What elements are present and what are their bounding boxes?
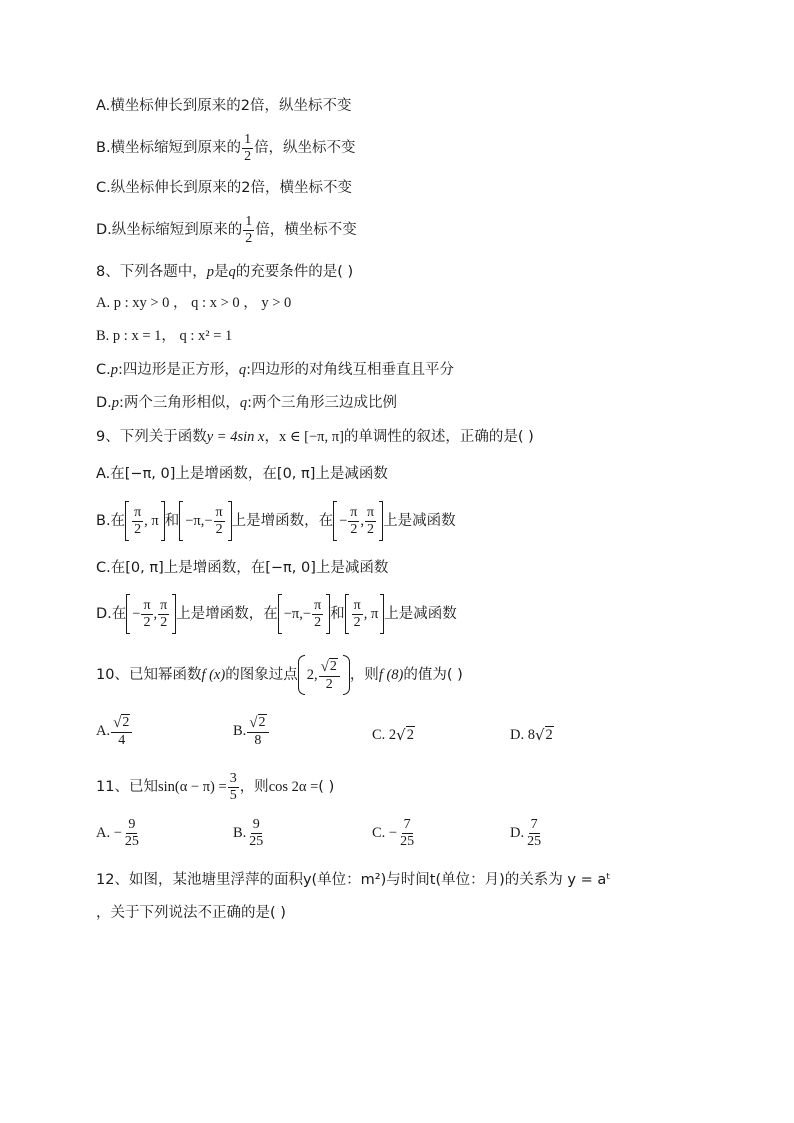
interval: $\frac{\pi}{2}$ , π <box>125 501 165 541</box>
q10-option-a: A. √ 2 4 <box>96 714 133 749</box>
q11-option-d: D. $\frac{7}{25}$ <box>510 817 542 849</box>
q9-option-b: B.在 $\frac{\pi}{2}$ , π 和 −π, − $\frac{\pi}{2}$ 上是增函数，在 − $\frac{\pi}{2}$ , $\frac{\pi}{2}$ 上是减函数 <box>96 500 456 542</box>
q8-option-a: A. p : xy > 0 ， q : x > 0 ， y > 0 <box>96 295 292 311</box>
point: 2, √ 2 2 <box>298 655 350 695</box>
q7-option-a: A.横坐标伸长到原来的2倍，纵坐标不变 <box>96 98 352 114</box>
q8-option-c: C. p :四边形是正方形， q :四边形的对角线互相垂直且平分 <box>96 362 455 378</box>
q8-option-b: B. p : x = 1， q : x² = 1 <box>96 328 233 344</box>
q9-option-c: C.在[0, π]上是增函数，在[−π, 0]上是减函数 <box>96 560 389 576</box>
interval: − $\frac{\pi}{2}$ , $\frac{\pi}{2}$ <box>333 501 383 541</box>
q10-stem: 10、已知幂函数 f (x) 的图象过点 2, √ 2 2 ，则 f (8) 的值为( ) <box>96 652 463 698</box>
q10-option-c: C. 2 √ 2 <box>372 726 414 744</box>
interval: − $\frac{\pi}{2}$ , $\frac{\pi}{2}$ <box>126 594 176 634</box>
q7-option-c: C.纵坐标伸长到原来的2倍，横坐标不变 <box>96 180 352 196</box>
q10-option-b: B. √ 2 8 <box>233 714 270 749</box>
q12-stem-line1: 12、如图，某池塘里浮萍的面积y(单位：m²)与时间t(单位：月)的关系为 y = aᵗ <box>96 872 611 888</box>
q8-stem: 8、下列各题中， p 是 q 的充要条件的是( ) <box>96 264 354 280</box>
fraction: $\frac{1}{2}$ <box>244 131 252 164</box>
fraction: $\frac{1}{2}$ <box>245 213 253 246</box>
q11-option-b: B. $\frac{9}{25}$ <box>233 817 264 849</box>
interval: −π, − $\frac{\pi}{2}$ <box>278 594 330 634</box>
q8-option-d: D. p :两个三角形相似， q :两个三角形三边成比例 <box>96 395 398 411</box>
q9-option-a: A.在[−π, 0]上是增函数，在[0, π]上是减函数 <box>96 466 388 482</box>
interval: $\frac{\pi}{2}$ , π <box>345 594 385 634</box>
q9-option-d: D.在 − $\frac{\pi}{2}$ , $\frac{\pi}{2}$ 上是增函数，在 −π, − $\frac{\pi}{2}$ 和 $\frac{\pi}{2}$ , π 上是减函数 <box>96 593 457 635</box>
q7-option-b: B.横坐标缩短到原来的 $\frac{1}{2}$ 倍，纵坐标不变 <box>96 131 356 164</box>
interval: −π, − $\frac{\pi}{2}$ <box>179 501 231 541</box>
q11-stem: 11、已知 sin(α − π) = $\frac{3}{5}$ ，则 cos 2α = ( ) <box>96 770 335 803</box>
q10-option-d: D. 8 √ 2 <box>510 726 553 744</box>
q9-stem: 9、下列关于函数 y = 4sin x ， x ∈ [−π, π] 的单调性的叙述，正确的是( ) <box>96 429 534 445</box>
q11-option-c: C. − $\frac{7}{25}$ <box>372 817 415 849</box>
q11-option-a: A. − $\frac{9}{25}$ <box>96 817 139 849</box>
q12-stem-line2: ，关于下列说法不正确的是( ) <box>96 905 286 921</box>
q7-option-d: D.纵坐标缩短到原来的 $\frac{1}{2}$ 倍，横坐标不变 <box>96 213 357 246</box>
